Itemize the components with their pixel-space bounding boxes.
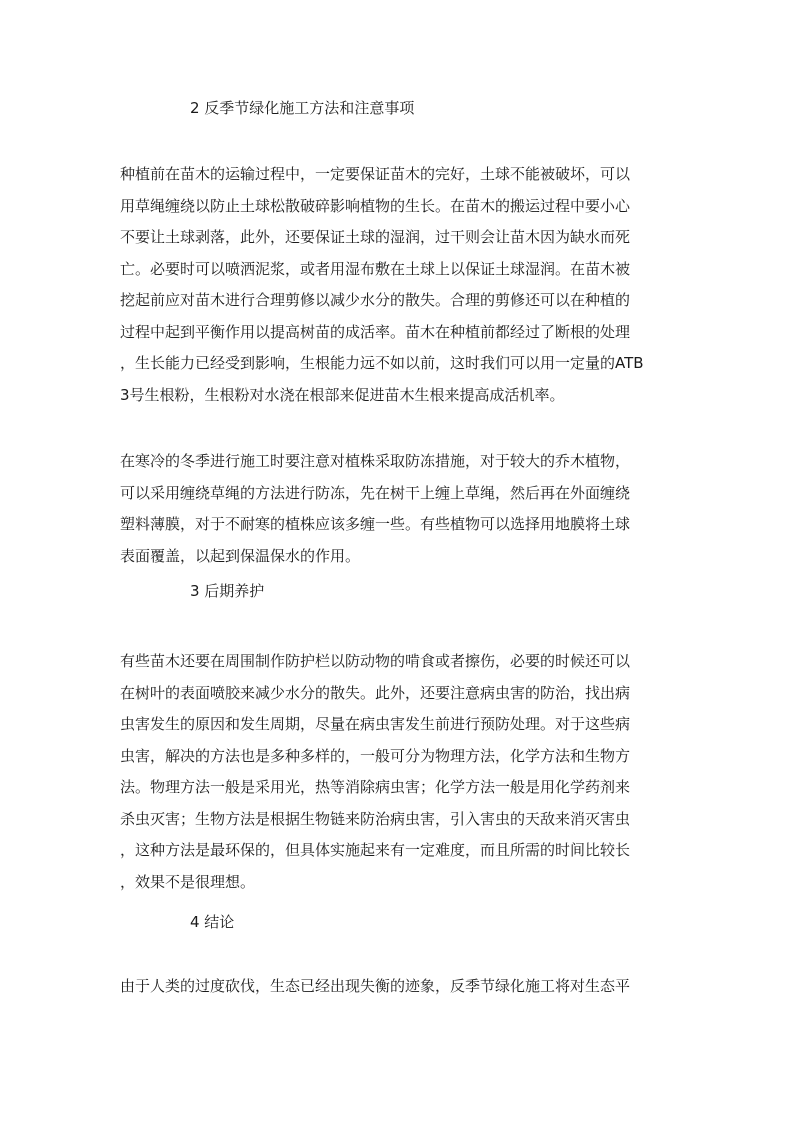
text-line: 用草绳缠绕以防止土球松散破碎影响植物的生长。在苗木的搬运过程中要小心 xyxy=(120,196,631,215)
text-line: 不要让土球剥落，此外，还要保证土球的湿润，过干则会让苗木因为缺水而死 xyxy=(120,228,631,246)
text-line: 虫害发生的原因和发生周期，尽量在病虫害发生前进行预防处理。对于这些病 xyxy=(120,715,631,733)
text-line: 虫害，解决的方法也是多种多样的，一般可分为物理方法，化学方法和生物方 xyxy=(120,746,631,765)
text-line: 塑料薄膜，对于不耐寒的植株应该多缠一些。有些植物可以选择用地膜将土球 xyxy=(120,515,631,533)
text-line: 表面覆盖，以起到保温保水的作用。 xyxy=(120,546,361,565)
text-line: 在树叶的表面喷胶来减少水分的散失。此外，还要注意病虫害的防治，找出病 xyxy=(120,683,631,702)
text-line: ，效果不是很理想。 xyxy=(120,872,256,891)
section-2-heading: 2 反季节绿化施工方法和注意事项 xyxy=(190,99,415,117)
section-3-heading: 3 后期养护 xyxy=(190,582,265,600)
section-4-paragraph-1 xyxy=(120,975,680,1007)
text-line: ，生长能力已经受到影响，生根能力远不如以前，这时我们可以用一定量的ATB xyxy=(120,354,644,372)
text-line: 杀虫灭害；生物方法是根据生物链来防治病虫害，引入害虫的天敌来消灭害虫 xyxy=(120,809,631,828)
text-line: 在寒冷的冬季进行施工时要注意对植株采取防冻措施，对于较大的乔木植物， xyxy=(120,452,631,470)
section-4-heading: 4 结论 xyxy=(190,913,235,931)
section-3-paragraph-1 xyxy=(120,650,680,902)
text-line: 种植前在苗木的运输过程中，一定要保证苗木的完好，土球不能被破坏，可以 xyxy=(120,165,631,183)
text-line: 3号生根粉，生根粉对水浇在根部来促进苗木生根来提高成活机率。 xyxy=(120,385,565,404)
text-line: 挖起前应对苗木进行合理剪修以减少水分的散失。合理的剪修还可以在种植的 xyxy=(120,291,631,309)
section-2-paragraph-1 xyxy=(120,163,680,415)
text-line: 可以采用缠绕草绳的方法进行防冻，先在树干上缠上草绳，然后再在外面缠绕 xyxy=(120,483,631,502)
text-line: 过程中起到平衡作用以提高树苗的成活率。苗木在种植前都经过了断根的处理 xyxy=(120,322,631,341)
text-line: ，这种方法是最环保的，但具体实施起来有一定难度，而且所需的时间比较长 xyxy=(120,841,631,859)
text-line: 法。物理方法一般是采用光，热等消除病虫害；化学方法一般是用化学药剂来 xyxy=(120,778,631,796)
text-line: 有些苗木还要在周围制作防护栏以防动物的啃食或者擦伤，必要的时候还可以 xyxy=(120,652,631,670)
text-line: 亡。必要时可以喷洒泥浆，或者用湿布敷在土球上以保证土球湿润。在苗木被 xyxy=(120,259,631,278)
text-line: 由于人类的过度砍伐，生态已经出现失衡的迹象，反季节绿化施工将对生态平 xyxy=(120,977,631,995)
section-2-paragraph-2 xyxy=(120,450,680,576)
